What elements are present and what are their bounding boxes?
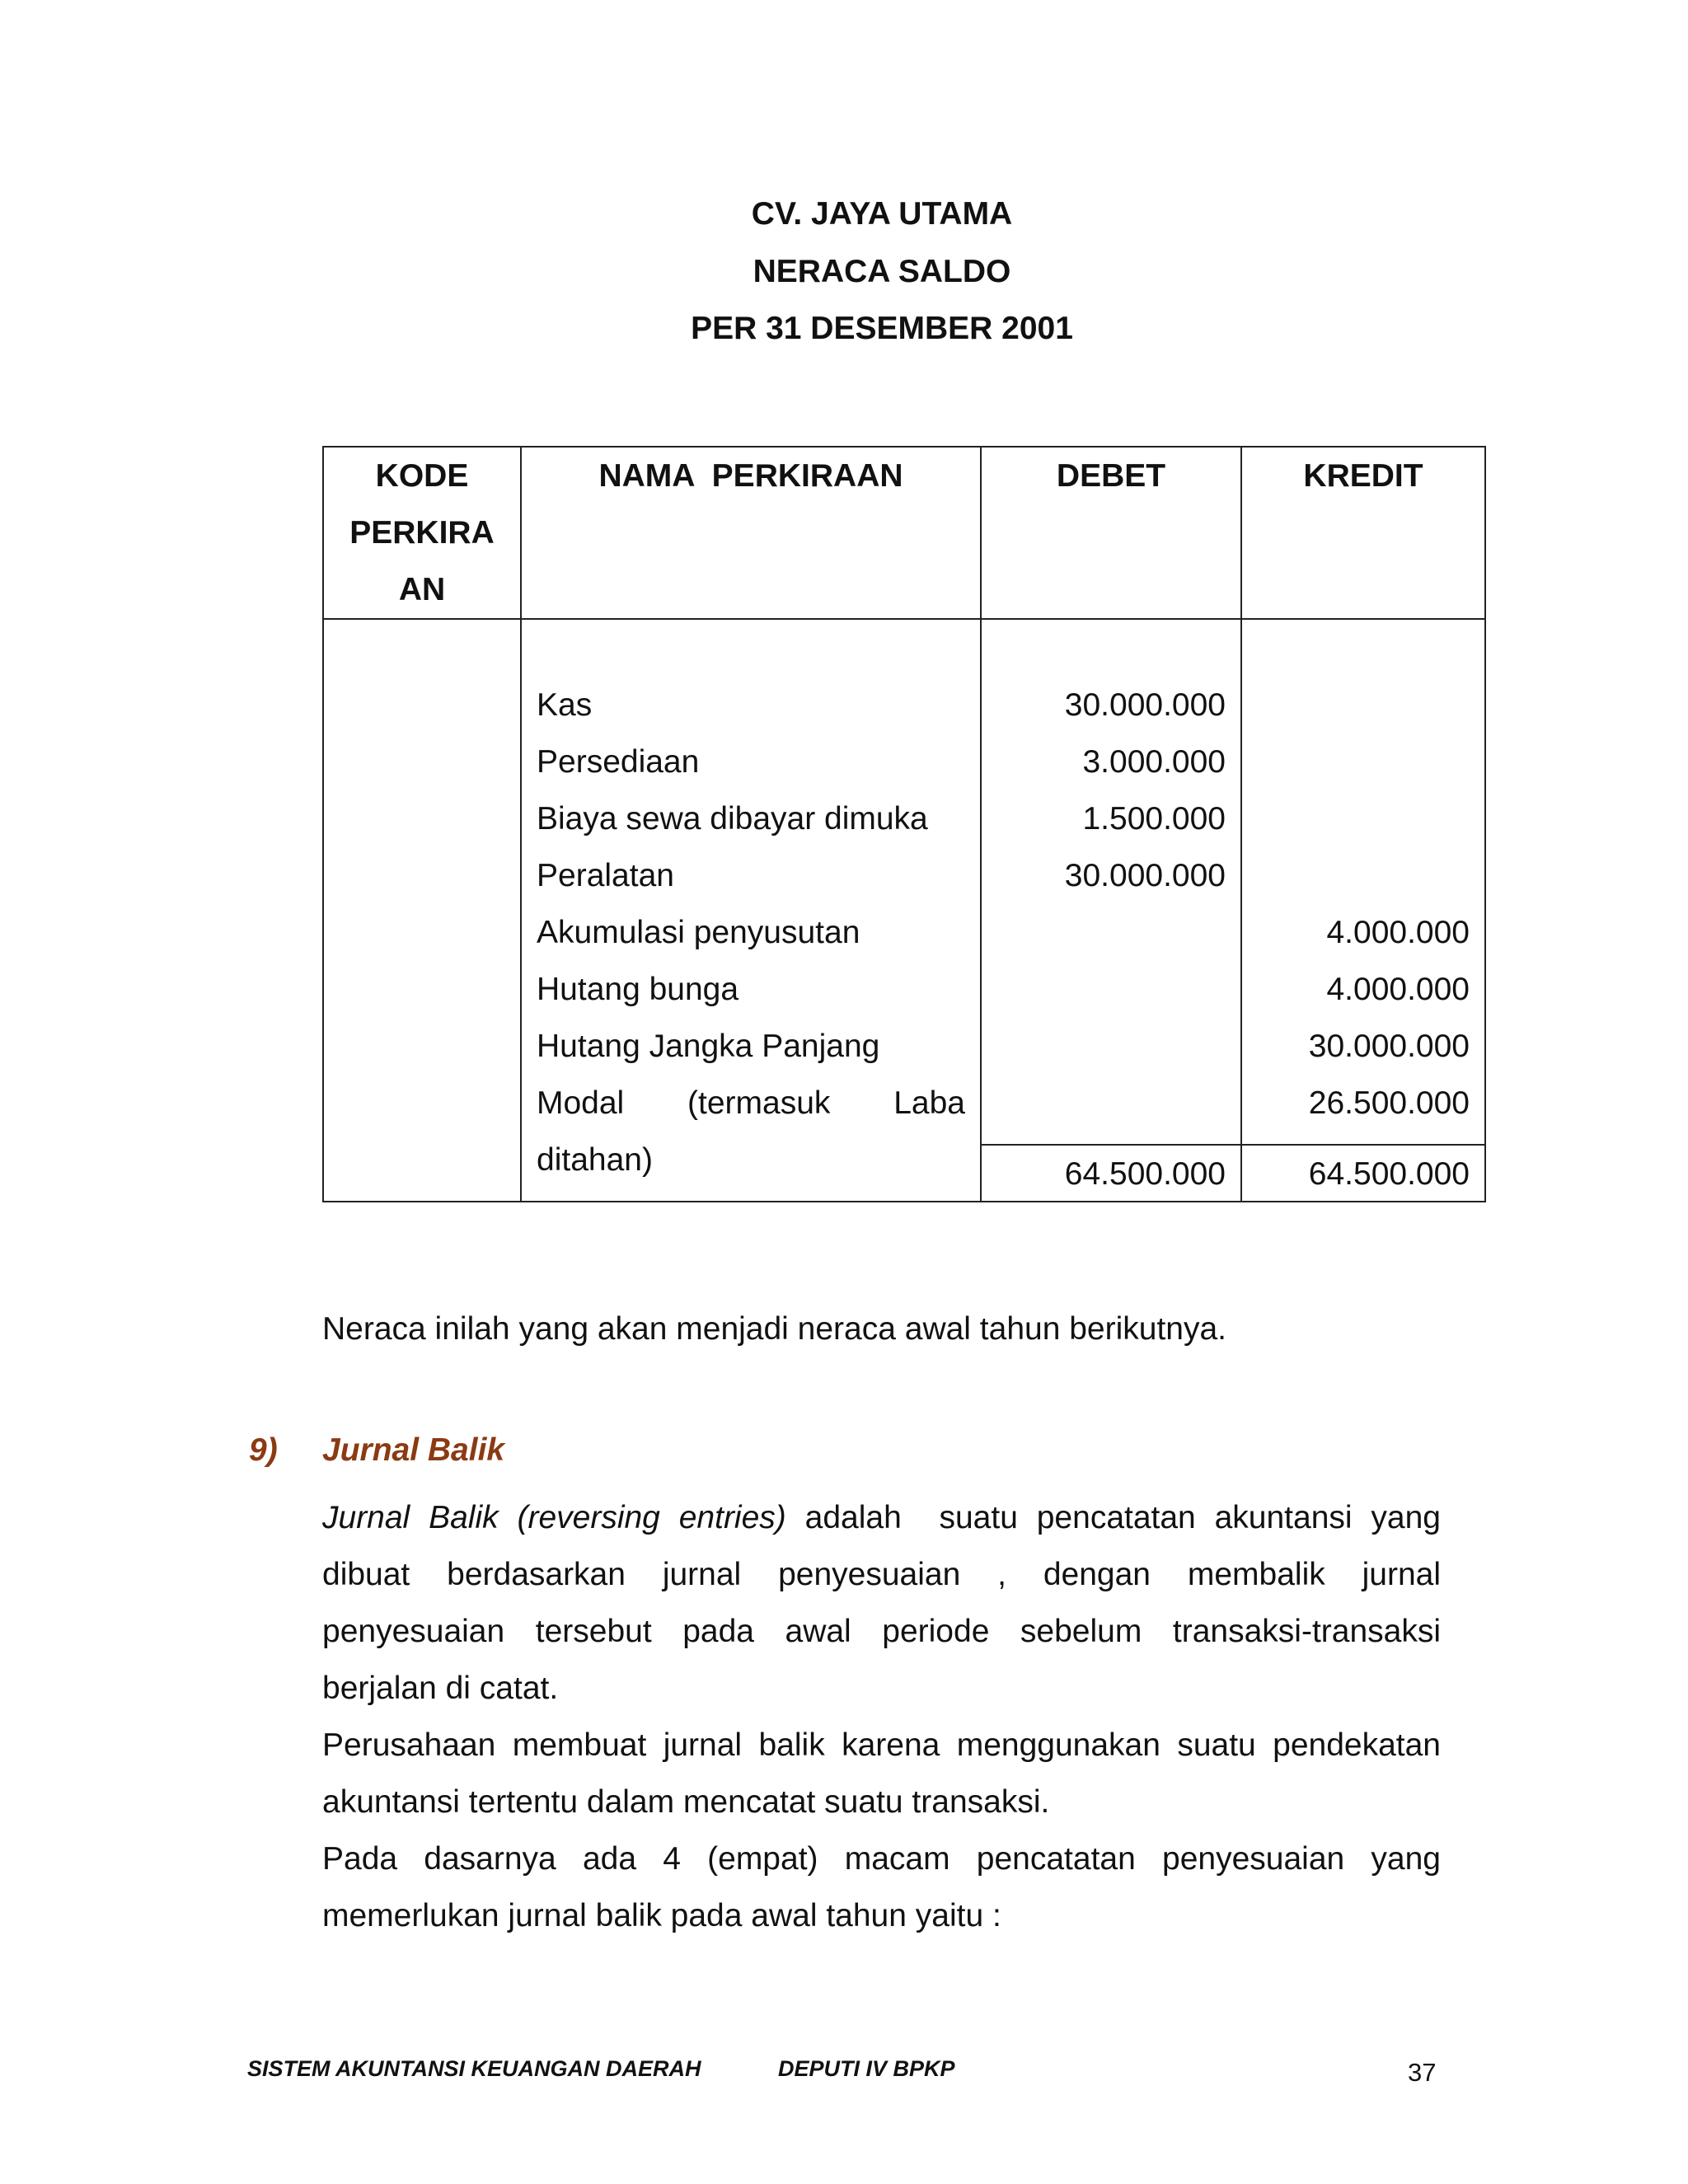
header-kredit <box>1241 447 1485 619</box>
debet-value <box>982 961 1240 1018</box>
account-name-word: Modal <box>537 1085 625 1121</box>
debet-value <box>982 1075 1240 1132</box>
account-name: Kas <box>537 687 593 723</box>
term-italic: Jurnal Balik (reversing entries) <box>322 1500 786 1535</box>
paragraph-line: penyesuaian tersebut pada awal periode sebelum transaksi-transaksi <box>322 1614 1441 1649</box>
account-name: Peralatan <box>537 858 674 893</box>
section-number: 9) <box>249 1432 278 1468</box>
account-name: Hutang Jangka Panjang <box>537 1029 880 1064</box>
header-debet <box>981 447 1241 619</box>
total-kredit: 64.500.000 <box>1242 1144 1484 1202</box>
document-subtitle: NERACA SALDO <box>753 254 1011 289</box>
table-body-row <box>323 619 1485 1202</box>
header-kode-line: KODE <box>375 458 469 494</box>
header-nama-label: NAMA PERKIRAAN <box>598 458 903 494</box>
kredit-value: 4.000.000 <box>1326 915 1470 950</box>
document-date: PER 31 DESEMBER 2001 <box>691 311 1073 346</box>
kredit-value: 30.000.000 <box>1308 1029 1470 1064</box>
debet-value: 30.000.000 <box>1064 687 1226 723</box>
kode-column <box>323 619 521 1202</box>
account-name: Biaya sewa dibayar dimuka <box>537 801 928 837</box>
paragraph-line: Pada dasarnya ada 4 (empat) macam pencatatan penyesuaian yang <box>322 1841 1441 1877</box>
paragraph-line: berjalan di catat. <box>322 1671 559 1706</box>
kredit-value: 26.500.000 <box>1308 1085 1470 1121</box>
footer-left-text: SISTEM AKUNTANSI KEUANGAN DAERAH <box>247 2056 701 2081</box>
kredit-value <box>1242 790 1484 847</box>
debet-value: 3.000.000 <box>1082 744 1226 780</box>
paragraph-line: memerlukan jurnal balik pada awal tahun yaitu : <box>322 1898 1001 1933</box>
kredit-value <box>1242 847 1484 904</box>
account-name-word: (termasuk <box>687 1085 831 1121</box>
table-header-row <box>323 447 1485 619</box>
debet-column <box>981 619 1241 1202</box>
footer-middle-text: DEPUTI IV BPKP <box>778 2056 955 2081</box>
header-kode <box>323 447 521 619</box>
paragraph-line: akuntansi tertentu dalam mencatat suatu transaksi. <box>322 1784 1050 1820</box>
account-name-modal <box>522 1075 980 1132</box>
total-debet: 64.500.000 <box>982 1144 1240 1202</box>
kredit-value <box>1242 677 1484 733</box>
paragraph-line: dibuat berdasarkan jurnal penyesuaian , dengan membalik jurnal <box>322 1557 1441 1592</box>
debet-value <box>982 904 1240 961</box>
paragraph-text: adalah suatu pencatatan akuntansi yang <box>785 1500 1441 1535</box>
section-body <box>322 1489 1441 1944</box>
account-name-word: Laba <box>893 1085 965 1121</box>
header-kredit-label: KREDIT <box>1303 458 1423 494</box>
account-name: Hutang bunga <box>537 972 739 1007</box>
debet-value: 1.500.000 <box>1082 801 1226 837</box>
debet-value: 30.000.000 <box>1064 858 1226 893</box>
paragraph-line <box>322 1489 1441 1546</box>
document-title: CV. JAYA UTAMA <box>751 196 1013 232</box>
header-nama <box>521 447 981 619</box>
paragraph-line: Perusahaan membuat jurnal balik karena menggunakan suatu pendekatan <box>322 1727 1441 1763</box>
account-name: Persediaan <box>537 744 700 780</box>
header-kode-line: PERKIRA <box>349 515 495 551</box>
kredit-value: 4.000.000 <box>1326 972 1470 1007</box>
debet-value <box>982 1018 1240 1075</box>
table-note: Neraca inilah yang akan menjadi neraca awal tahun berikutnya. <box>322 1311 1227 1347</box>
header-kode-line: AN <box>398 572 446 607</box>
nama-column <box>521 619 981 1202</box>
account-name-continued: ditahan) <box>537 1142 653 1178</box>
page-number: 37 <box>1408 2058 1437 2087</box>
kredit-column <box>1241 619 1485 1202</box>
header-debet-label: DEBET <box>1056 458 1166 494</box>
account-name: Akumulasi penyusutan <box>537 915 860 950</box>
section-title: Jurnal Balik <box>322 1432 505 1468</box>
trial-balance-table <box>322 446 1486 1202</box>
kredit-value <box>1242 733 1484 790</box>
